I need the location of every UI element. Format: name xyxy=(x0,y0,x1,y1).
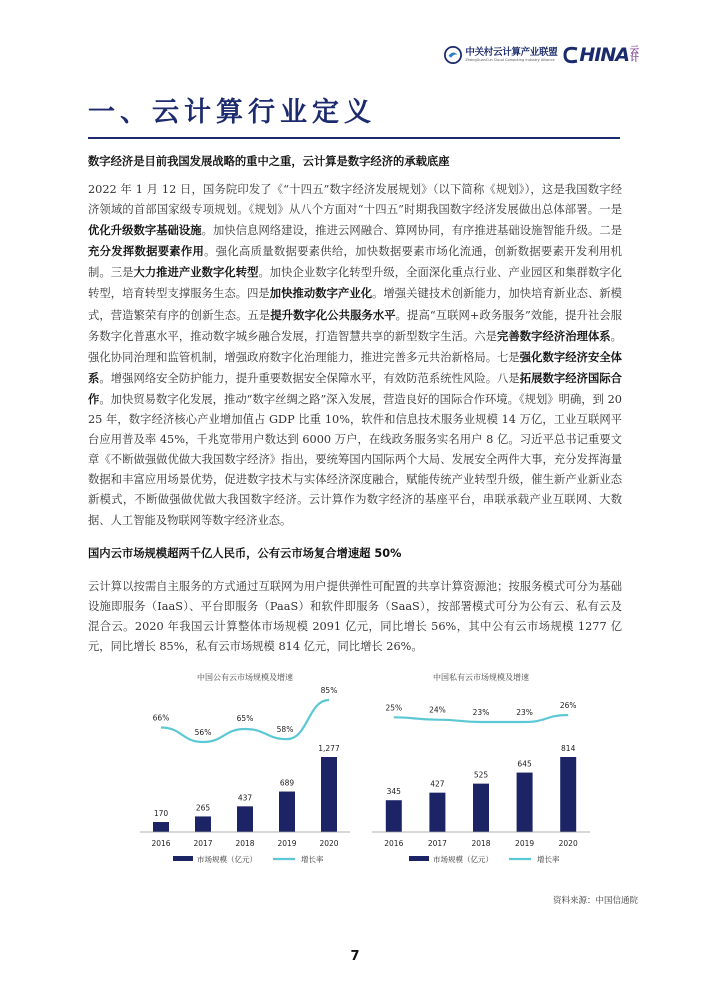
legend-bar-label: 市场规模（亿元） xyxy=(197,855,257,864)
private-cloud-chart-svg xyxy=(372,672,590,872)
text-run: 。强化高质量数据要素供给，加快数据要素市场化流通，创新数据要素开发利用机制。三是 xyxy=(88,245,622,280)
legend-bar-label: 市场规模（亿元） xyxy=(433,855,493,864)
bar-2016 xyxy=(386,800,402,832)
bar-2020 xyxy=(321,757,337,832)
data-source: 资料来源：中国信通院 xyxy=(552,896,638,906)
china-logo-sub: 云计 xyxy=(630,45,640,64)
header-logos xyxy=(444,44,640,66)
x-tick-label: 2018 xyxy=(471,839,491,848)
bar-value-label: 525 xyxy=(473,770,489,780)
bar-2018 xyxy=(237,806,253,832)
public-cloud-chart xyxy=(140,672,350,872)
page-number: 7 xyxy=(350,949,360,964)
x-tick-label: 2019 xyxy=(515,839,535,848)
public-cloud-chart-svg xyxy=(140,672,350,872)
bar-value-label: 265 xyxy=(195,803,211,813)
growth-rate-label: 23% xyxy=(472,708,490,717)
text-run: 。强化协同治理和监管机制，增强政府数字化治理能力，推进完善多元共治新格局。七是 xyxy=(88,329,622,364)
bar-2016 xyxy=(153,822,169,832)
x-tick-label: 2020 xyxy=(558,839,578,848)
legend-line-label: 增长率 xyxy=(301,855,324,864)
growth-rate-label: 25% xyxy=(385,703,403,713)
text-run: 2022 年 1 月 12 日，国务院印发了《“十四五”数字经济发展规划》（以下简称《规划》），这是我国数字经济领域的首部国家级专项规划。《规划》从八个方面对“十四五”时期我国数字经济发展做出总体部署。一是 xyxy=(88,183,622,217)
growth-rate-label: 23% xyxy=(516,708,533,717)
section2-paragraph: 云计算以按需自主服务的方式通过互联网为用户提供弹性可配置的共享计算资源池；按服务模式可分为基础设施即服务（IaaS）、平台即服务（PaaS）和软件即服务（SaaS），按部署模式可分为公有云、私有云及混合云。2020 年我国云计算整体市场规模 2091 亿元，同比增长 56%，其中公有云市场规模 1277 亿元，同比增长 85%，私有云市场规模 814 亿元，同比增长 26%。 xyxy=(88,580,622,654)
x-tick-label: 2020 xyxy=(319,839,339,848)
growth-rate-label: 56% xyxy=(194,728,212,737)
section2-heading: 国内云市场规模超两千亿人民币，公有云市场复合增速超 50% xyxy=(88,547,402,560)
bold-phrase: 提升数字化公共服务水平 xyxy=(270,307,396,322)
chapter-title: 一、云计算行业定义 xyxy=(88,97,376,128)
growth-rate-label: 85% xyxy=(320,686,338,695)
bar-2020 xyxy=(560,757,576,832)
text-run: 。增强关键技术创新能力，加快培育新业态、新模式，营造繁荣有序的创新生态。五是 xyxy=(88,287,622,322)
bar-2017 xyxy=(195,816,211,832)
legend-bar-swatch xyxy=(173,856,193,861)
text-run: 。提高“互联网+政务服务”效能，提升社会服务数字化普惠水平，推动数字城乡融合发展，打造智慧共享的新型数字生活。六是 xyxy=(88,308,622,343)
legend-bar-swatch xyxy=(409,856,429,861)
bar-value-label: 645 xyxy=(517,759,532,769)
growth-rate-label: 58% xyxy=(276,725,294,735)
x-tick-label: 2019 xyxy=(277,839,297,848)
bar-value-label: 1,277 xyxy=(318,744,340,753)
section1-paragraph xyxy=(88,180,622,531)
zgc-alliance-logo xyxy=(444,46,557,64)
growth-rate-label: 66% xyxy=(152,713,170,723)
c-swoosh-icon xyxy=(563,45,579,65)
bar-value-label: 427 xyxy=(430,779,445,789)
x-tick-label: 2017 xyxy=(193,839,213,848)
x-tick-label: 2018 xyxy=(235,839,255,848)
bar-value-label: 814 xyxy=(561,744,576,753)
bold-phrase: 拓展数字经济国际合作 xyxy=(88,370,622,406)
growth-rate-label: 26% xyxy=(559,701,577,710)
title-divider xyxy=(88,137,620,139)
bar-value-label: 689 xyxy=(279,778,295,788)
chart-title: 中国公有云市场规模及增速 xyxy=(197,673,293,682)
growth-rate-label: 65% xyxy=(236,713,254,723)
bar-value-label: 437 xyxy=(237,793,253,803)
bar-2017 xyxy=(429,793,445,832)
text-run: 。增强网络安全防护能力，提升重要数据安全保障水平，有效防范系统性风险。八是 xyxy=(99,371,520,385)
bold-phrase: 优化升级数字基础设施 xyxy=(88,223,202,238)
bar-value-label: 170 xyxy=(153,809,169,819)
x-tick-label: 2016 xyxy=(384,839,404,848)
bar-2019 xyxy=(517,773,533,832)
zgc-logo-cn: 中关村云计算产业联盟 xyxy=(465,46,558,58)
x-tick-label: 2017 xyxy=(427,839,447,848)
cloud-swirl-icon xyxy=(444,46,462,64)
text-run: 。加快信息网络建设，推进云网融合、算网协同，有序推进基础设施智能升级。二是 xyxy=(201,224,622,238)
section1-heading: 数字经济是目前我国发展战略的重中之重，云计算是数字经济的承载底座 xyxy=(88,155,450,168)
private-cloud-chart xyxy=(372,672,590,872)
bold-phrase: 大力推进产业数字化转型 xyxy=(133,265,259,280)
legend-line-label: 增长率 xyxy=(537,855,560,864)
bar-value-label: 345 xyxy=(386,787,401,797)
bold-phrase: 加快推动数字产业化 xyxy=(269,286,373,301)
text-run: 。加快贸易数字化发展，推动“数字丝绸之路”深入发展，营造良好的国际合作环境。《规划》明确，到 2025 年，数字经济核心产业增加值占 GDP 比重 10%，软件和信息技术服务业规模 14 万亿，工业互联网平台应用普及率 45%，千兆宽带用户数达到 6000 万户，在线政务服务实名用户 8 亿。习近平总书记重要文章《不断做强做优做大我国数字经济》指出，要统筹国内国际两个大局、发展安全两件大事，充分发挥海量数据和丰富应用场景优势，促进数字技术与实体经济深度融合，赋能传统产业转型升级，催生新产业新业态新模式，不断做强做优做大我国数字经济。云计算作为数字经济的基座平台，串联承载产业互联网、大数据、人工智能及物联网等数字经济业态。 xyxy=(88,392,622,527)
bar-2019 xyxy=(279,792,295,832)
bold-phrase: 充分发挥数据要素作用 xyxy=(88,244,205,259)
bold-phrase: 完善数字经济治理体系 xyxy=(497,328,611,343)
china-cloud-logo xyxy=(563,44,640,66)
zgc-logo-en: ZhongGuanCun Cloud Computing Industry Alliance xyxy=(465,58,555,62)
x-tick-label: 2016 xyxy=(151,839,171,848)
bar-2018 xyxy=(473,784,489,832)
text-run: 。加快企业数字化转型升级，全面深化重点行业、产业园区和集群数字化转型，培育转型支撑服务生态。四是 xyxy=(88,266,622,301)
bold-phrase: 强化数字经济安全体系 xyxy=(88,349,622,385)
china-logo-text: HINA xyxy=(579,44,629,66)
chart-title: 中国私有云市场规模及增速 xyxy=(433,673,529,682)
growth-rate-label: 24% xyxy=(429,705,446,715)
